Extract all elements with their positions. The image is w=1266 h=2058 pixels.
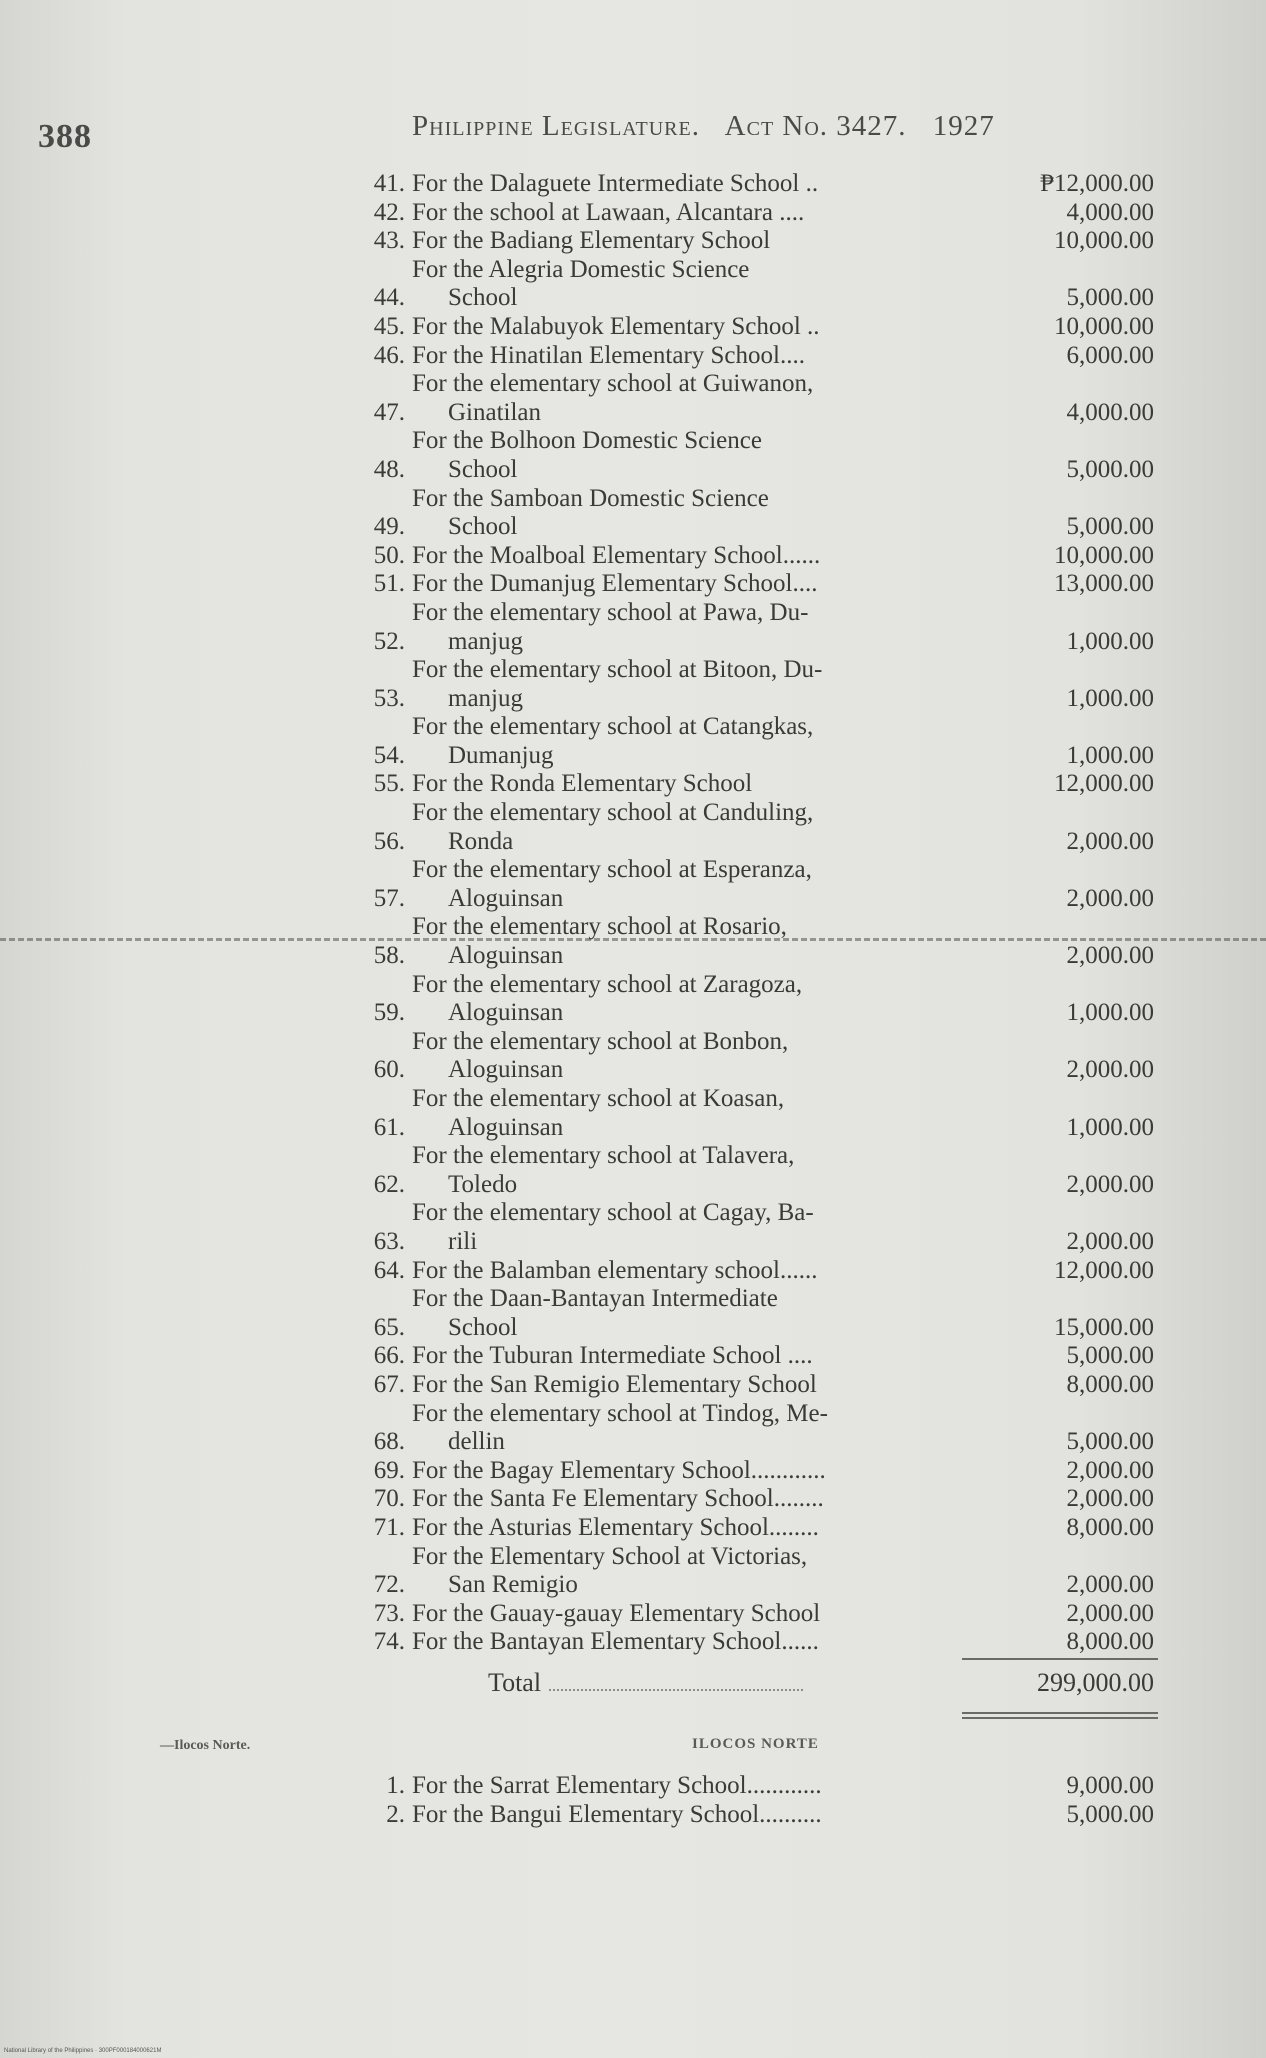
entry-amount: 2,000.00 [1066,827,1154,855]
entry-line: For the elementary school at Pawa, Du- [412,598,809,626]
entry-line: For the elementary school at Esperanza, [412,856,812,884]
entry-description [412,971,957,1028]
entry-number: 73. [373,1599,405,1627]
entry-amount: 4,000.00 [1066,398,1154,426]
entry-number: 67. [373,1370,405,1398]
entry-line: manjug [448,627,523,655]
entry-amount: 12,000.00 [1054,1256,1154,1284]
margin-note: —Ilocos Norte. [160,1738,251,1753]
appropriation-entry [348,856,1160,913]
appropriation-list [348,170,1160,1657]
entry-amount: 2,000.00 [1066,1485,1154,1513]
entry-number: 64. [373,1256,405,1284]
entry-description [412,370,957,427]
entry-number: 52. [373,627,405,655]
appropriation-entry [348,170,1160,199]
entry-number: 56. [373,827,405,855]
entry-description [412,1028,957,1085]
entry-description [412,1485,957,1514]
entry-amount: 12,000.00 [1054,770,1154,798]
appropriation-entry [348,342,1160,371]
section-heading: ILOCOS NORTE [692,1736,819,1752]
entry-amount: 8,000.00 [1066,1513,1154,1541]
entry-description [412,913,957,970]
entry-line: For the Bolhoon Domestic Science [412,427,762,455]
entry-description [412,713,957,770]
entry-description [412,1285,957,1342]
appropriation-entry [348,427,1160,484]
total-row [348,1668,1160,1698]
total-rule-top [962,1658,1158,1660]
entry-line: For the school at Lawaan, Alcantara .... [412,198,805,226]
entry-number: 47. [373,398,405,426]
entry-amount: 2,000.00 [1066,1571,1154,1599]
appropriation-entry [348,1142,1160,1199]
entry-number: 71. [373,1513,405,1541]
running-head-title: Philippine Legislature. [412,110,700,142]
entry-amount: 5,000.00 [1066,1342,1154,1370]
entry-description [412,1371,957,1400]
entry-description [412,485,957,542]
appropriation-entry [348,1801,1160,1830]
entry-description [412,1628,957,1657]
entry-description [412,1514,957,1543]
entry-line: For the elementary school at Talavera, [412,1142,795,1170]
entry-line: For the Bantayan Elementary School...... [412,1628,819,1656]
entry-amount: 5,000.00 [1066,1428,1154,1456]
appropriation-entry [348,971,1160,1028]
running-head-year: 1927 [932,110,995,142]
entry-line: For the elementary school at Catangkas, [412,713,814,741]
appropriation-entry [348,1342,1160,1371]
entry-amount: 10,000.00 [1054,227,1154,255]
appropriation-entry [348,1600,1160,1629]
entry-amount: 2,000.00 [1066,1170,1154,1198]
footer-credit: National Library of the Philippines · 300PF000184000621M [4,2048,162,2054]
appropriation-entry [348,227,1160,256]
entry-amount: 1,000.00 [1066,999,1154,1027]
entry-description [412,599,957,656]
entry-line: For the elementary school at Guiwanon, [412,370,814,398]
entry-description [412,256,957,313]
appropriation-entry [348,1457,1160,1486]
appropriation-entry [348,199,1160,228]
appropriation-entry [348,1257,1160,1286]
page-fold-line [0,938,1266,941]
entry-description [412,1600,957,1629]
entry-description [412,1772,957,1801]
total-rule-bottom [962,1712,1158,1714]
appropriation-list-ilocos-norte [348,1772,1160,1829]
entry-number: 70. [373,1485,405,1513]
entry-amount: 2,000.00 [1066,884,1154,912]
running-head [412,110,1080,143]
entry-line: Toledo [448,1170,518,1198]
running-head-act: Act No. 3427. [724,110,907,142]
appropriation-entry [348,313,1160,342]
entry-number: 1. [386,1772,405,1799]
entry-number: 53. [373,684,405,712]
entry-line: Aloguinsan [448,884,564,912]
appropriation-entry [348,1085,1160,1142]
entry-description [412,1142,957,1199]
entry-amount: 8,000.00 [1066,1628,1154,1656]
entry-line: For the Dumanjug Elementary School.... [412,570,818,598]
appropriation-entry [348,370,1160,427]
entry-description [412,542,957,571]
entry-amount: 4,000.00 [1066,198,1154,226]
entry-amount: 5,000.00 [1066,513,1154,541]
entry-description [412,1085,957,1142]
entry-number: 55. [373,770,405,798]
entry-line: Ginatilan [448,398,542,426]
entry-line: For the Gauay-gauay Elementary School [412,1599,821,1627]
entry-line: For the Balamban elementary school...... [412,1256,818,1284]
entry-number: 42. [373,198,405,226]
entry-line: For the Dalaguete Intermediate School .. [412,170,819,197]
entry-amount: 5,000.00 [1066,455,1154,483]
entry-number: 43. [373,227,405,255]
entry-number: 60. [373,1056,405,1084]
entry-description [412,427,957,484]
entry-description [412,1257,957,1286]
entry-amount: 2,000.00 [1066,1599,1154,1627]
entry-number: 72. [373,1571,405,1599]
appropriation-entry [348,713,1160,770]
appropriation-entry [348,913,1160,970]
entry-line: For the Malabuyok Elementary School .. [412,312,820,340]
appropriation-entry [348,1028,1160,1085]
entry-line: For the Tuburan Intermediate School .... [412,1342,813,1370]
entry-line: For the elementary school at Zaragoza, [412,970,803,998]
entry-number: 68. [373,1428,405,1456]
entry-number: 59. [373,999,405,1027]
entry-line: Ronda [448,827,514,855]
entry-description [412,342,957,371]
entry-amount: 1,000.00 [1066,741,1154,769]
entry-number: 41. [373,170,405,197]
entry-number: 66. [373,1342,405,1370]
entry-line: For the elementary school at Bonbon, [412,1027,789,1055]
entry-line: For the elementary school at Canduling, [412,799,814,827]
entry-line: For the Bagay Elementary School............ [412,1456,826,1484]
entry-line: Aloguinsan [448,942,564,970]
appropriation-entry [348,799,1160,856]
appropriation-entry [348,1371,1160,1400]
entry-description [412,313,957,342]
entry-amount: 1,000.00 [1066,627,1154,655]
appropriation-entry [348,1628,1160,1657]
appropriation-entry [348,1772,1160,1801]
entry-amount: 8,000.00 [1066,1370,1154,1398]
entry-number: 44. [373,284,405,312]
entry-number: 50. [373,541,405,569]
appropriation-entry [348,1285,1160,1342]
appropriation-entry [348,770,1160,799]
entry-number: 58. [373,942,405,970]
entry-number: 57. [373,884,405,912]
total-label: Total [488,1668,542,1697]
entry-description [412,1543,957,1600]
entry-number: 69. [373,1456,405,1484]
entry-number: 65. [373,1313,405,1341]
appropriation-entry [348,1199,1160,1256]
entry-line: Aloguinsan [448,999,564,1027]
entry-amount: 1,000.00 [1066,1113,1154,1141]
entry-amount: 1,000.00 [1066,684,1154,712]
entry-line: School [448,1313,518,1341]
entry-amount: 13,000.00 [1054,570,1154,598]
entry-description [412,1342,957,1371]
entry-line: manjug [448,684,523,712]
entry-line: For the Santa Fe Elementary School........ [412,1485,824,1513]
entry-amount: 5,000.00 [1066,284,1154,312]
entry-line: School [448,455,518,483]
appropriation-entry [348,542,1160,571]
entry-line: For the elementary school at Koasan, [412,1085,785,1112]
entry-description [412,1400,957,1457]
entry-line: Aloguinsan [448,1113,564,1141]
entry-line: For the Badiang Elementary School [412,227,771,255]
appropriation-entry [348,570,1160,599]
entry-amount: 2,000.00 [1066,1227,1154,1255]
entry-line: Dumanjug [448,741,554,769]
appropriation-entry [348,1400,1160,1457]
entry-line: For the Bangui Elementary School.......... [412,1800,822,1828]
entry-line: For the elementary school at Rosario, [412,913,787,941]
entry-line: For the Alegria Domestic Science [412,255,750,283]
total-rule-bottom-double [962,1717,1158,1719]
entry-line: For the elementary school at Tindog, Me- [412,1399,828,1427]
entry-line: For the elementary school at Bitoon, Du- [412,656,823,684]
entry-description [412,227,957,256]
entry-number: 61. [373,1113,405,1141]
appropriation-entry [348,1485,1160,1514]
entry-line: For the Sarrat Elementary School............ [412,1772,822,1799]
entry-amount: 9,000.00 [1066,1772,1154,1799]
entry-line: Aloguinsan [448,1056,564,1084]
total-amount: 299,000.00 [1037,1668,1154,1697]
entry-amount: 2,000.00 [1066,1056,1154,1084]
appropriation-entry [348,1514,1160,1543]
entry-amount: 15,000.00 [1054,1313,1154,1341]
appropriation-entry [348,485,1160,542]
entry-line: For the Daan-Bantayan Intermediate [412,1285,778,1313]
entry-description [412,656,957,713]
page-number: 388 [38,118,92,155]
entry-line: For the Elementary School at Victorias, [412,1542,808,1570]
entry-number: 62. [373,1170,405,1198]
entry-number: 2. [386,1800,405,1828]
entry-number: 74. [373,1628,405,1656]
entry-number: 63. [373,1227,405,1255]
appropriation-entry [348,1543,1160,1600]
entry-description [412,1801,957,1830]
entry-number: 46. [373,341,405,369]
entry-amount: 10,000.00 [1054,541,1154,569]
entry-line: San Remigio [448,1571,578,1599]
entry-amount: 10,000.00 [1054,312,1154,340]
entry-line: For the Ronda Elementary School [412,770,753,798]
entry-description [412,799,957,856]
entry-number: 51. [373,570,405,598]
entry-line: For the Asturias Elementary School........ [412,1513,819,1541]
entry-description [412,170,957,199]
appropriation-entry [348,599,1160,656]
entry-number: 49. [373,513,405,541]
entry-line: dellin [448,1428,505,1456]
entry-description [412,856,957,913]
entry-line: For the San Remigio Elementary School [412,1370,817,1398]
entry-number: 48. [373,455,405,483]
entry-number: 54. [373,741,405,769]
entry-description [412,1457,957,1486]
entry-line: For the Hinatilan Elementary School.... [412,341,805,369]
entry-description [412,1199,957,1256]
entry-line: School [448,513,518,541]
entry-amount: 5,000.00 [1066,1800,1154,1828]
entry-line: School [448,284,518,312]
entry-line: For the elementary school at Cagay, Ba- [412,1199,814,1227]
entry-line: For the Samboan Domestic Science [412,484,769,512]
entry-description [412,770,957,799]
entry-amount: 2,000.00 [1066,942,1154,970]
appropriation-entry [348,656,1160,713]
appropriation-entry [348,256,1160,313]
entry-line: rili [448,1227,478,1255]
entry-description [412,199,957,228]
entry-amount: ₱12,000.00 [1040,170,1154,197]
entry-amount: 2,000.00 [1066,1456,1154,1484]
entry-description [412,570,957,599]
entry-amount: 6,000.00 [1066,341,1154,369]
entry-number: 45. [373,312,405,340]
entry-line: For the Moalboal Elementary School...... [412,541,821,569]
